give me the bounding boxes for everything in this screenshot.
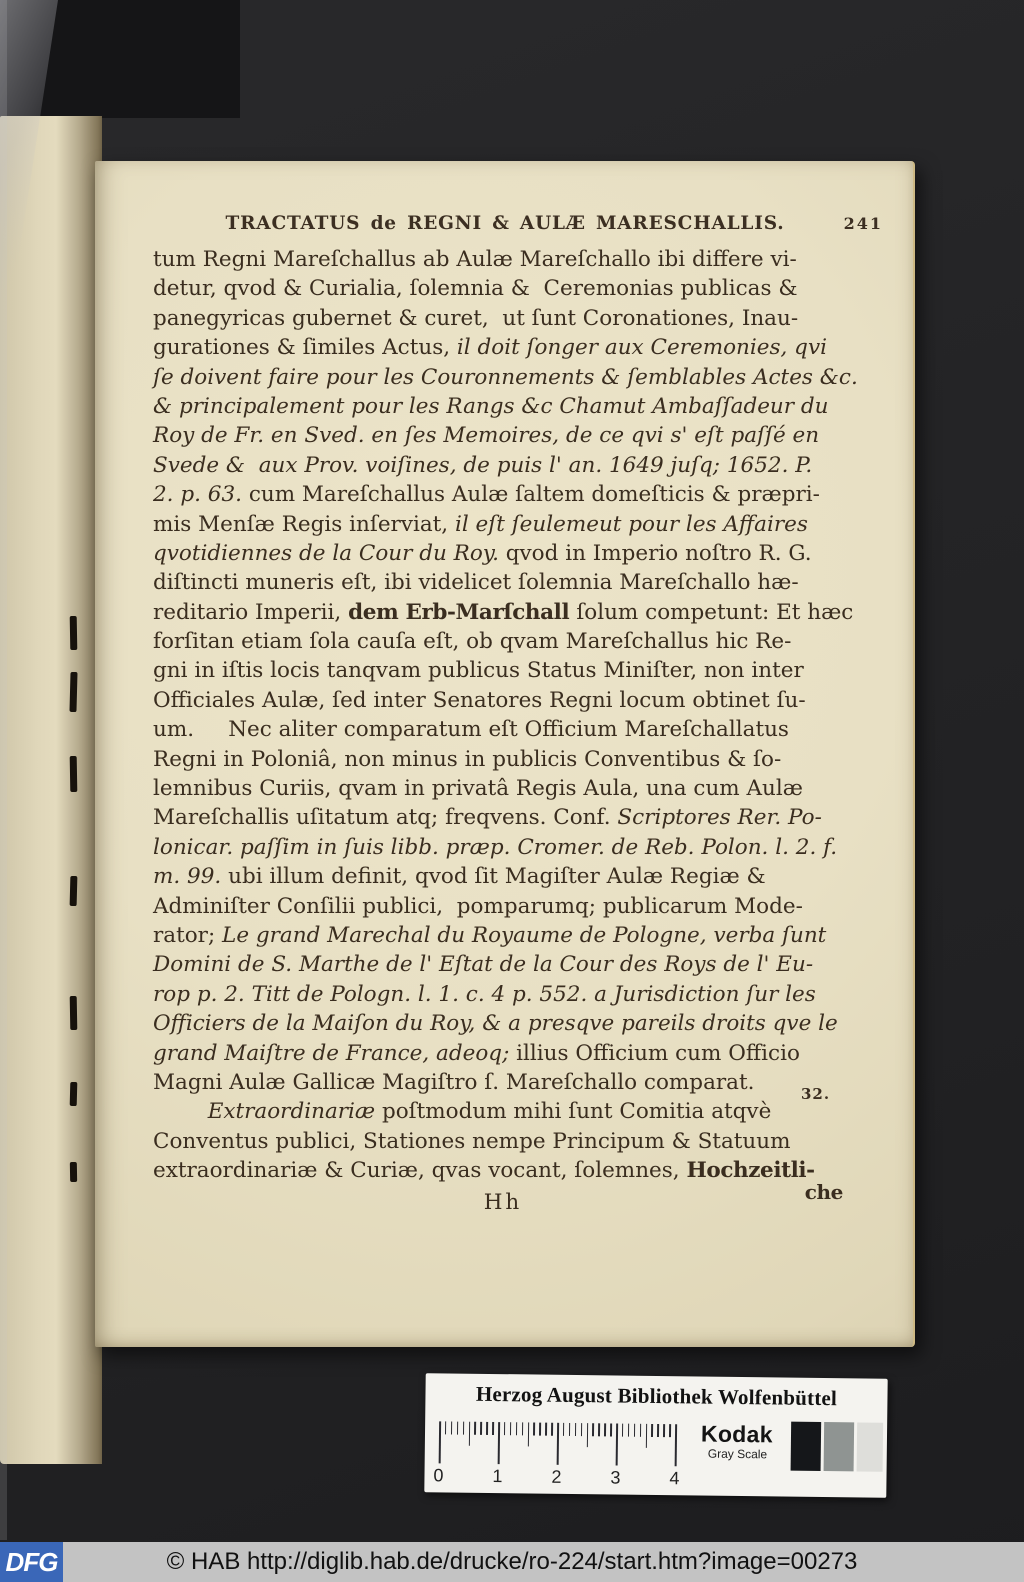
text-segment: grand Maiſtre de France, adeoq; xyxy=(153,1040,517,1066)
text-line xyxy=(153,656,853,685)
ruler-tick xyxy=(510,1422,512,1435)
text-segment: rop p. 2. Titt de Pologn. l. 1. c. 4 p. 552. a Jurisdiction ſur les xyxy=(153,981,816,1007)
ruler-tick xyxy=(439,1421,441,1463)
gray-scale-label: Gray Scale xyxy=(707,1446,768,1462)
ruler-tick xyxy=(651,1424,653,1437)
text-segment: Hochzeitli- xyxy=(686,1158,815,1184)
page-number: 241 xyxy=(843,214,883,233)
text-segment: & principalement pour les Rangs &c Chamut Ambaſſadeur du xyxy=(153,393,829,419)
ruler-tick xyxy=(463,1422,465,1435)
text-segment: mis Menſæ Regis inſerviat, xyxy=(153,511,455,537)
text-line xyxy=(153,598,853,627)
ruler-tick xyxy=(451,1421,453,1434)
binding-stitch xyxy=(70,876,78,906)
running-header-title: TRACTATUS de REGNI & AULÆ MARESCHALLIS. xyxy=(225,213,785,234)
catchword: che xyxy=(804,1179,843,1204)
text-line xyxy=(153,921,853,950)
ruler-tick xyxy=(569,1423,571,1436)
text-segment: rator; xyxy=(153,922,223,948)
text-line xyxy=(153,333,853,362)
text-segment: Svede & aux Prov. voiſines, de puis l' an. 1649 juſq; 1652. P. xyxy=(153,452,813,478)
text-segment: Mareſchallis uſitatum atq; freqvens. Conf. xyxy=(153,805,618,831)
binding-stitch xyxy=(70,1082,78,1106)
text-segment: Regni in Poloniâ, non minus in publicis Conventibus & ſo- xyxy=(153,746,782,772)
text-segment: illius Officium cum Officio xyxy=(516,1040,800,1066)
text-segment: dem Erb-Marſchall xyxy=(348,599,577,625)
ruler-tick xyxy=(669,1424,671,1437)
page-text-block xyxy=(153,245,858,1224)
ruler-tick xyxy=(498,1422,500,1464)
text-line xyxy=(153,304,853,333)
text-line xyxy=(153,980,853,1009)
text-segment: Adminiſter Conſilii publici, pomparumq; publicarum Mode- xyxy=(153,893,803,919)
ruler-tick xyxy=(634,1424,636,1437)
ruler-tick xyxy=(480,1422,482,1435)
text-segment: ubi illum definit, qvod ſit Magiſter Aulæ Regiæ & xyxy=(228,864,766,890)
text-segment: gurationes & ſimiles Actus, xyxy=(153,335,457,361)
quire-signature: Hh xyxy=(483,1189,523,1215)
text-line xyxy=(153,480,853,509)
ruler-tick xyxy=(675,1424,677,1466)
ruler-tick xyxy=(533,1423,535,1436)
ruler-scale-number: 0 xyxy=(433,1465,444,1486)
text-segment: m. 99. xyxy=(153,864,229,890)
book-gutter xyxy=(0,116,102,1464)
text-segment: detur, qvod & Curialia, ſolemnia & Ceremonias publicas & xyxy=(153,276,798,302)
ruler-tick xyxy=(522,1422,524,1435)
scanned-page xyxy=(95,161,915,1347)
ruler-tick xyxy=(457,1422,459,1435)
ruler-tick xyxy=(492,1422,494,1435)
ruler-scale-number: 2 xyxy=(551,1466,562,1487)
ruler-tick xyxy=(628,1424,630,1437)
text-line xyxy=(153,510,853,539)
ruler-tick xyxy=(557,1423,559,1465)
text-line xyxy=(153,421,853,450)
text-segment: Officiers de la Maiſon du Roy, & a presqve pareils droits qve le xyxy=(153,1011,838,1037)
running-header xyxy=(155,213,883,234)
ruler-scale-labels xyxy=(433,1465,688,1489)
text-line xyxy=(153,363,858,392)
library-name: Herzog August Bibliothek Wolfenbüttel xyxy=(475,1381,838,1411)
binding-stitch xyxy=(70,756,78,792)
film-edge-strip xyxy=(0,0,7,1540)
ruler-tick xyxy=(622,1424,624,1437)
binding-stitch xyxy=(70,616,78,650)
ruler-tick xyxy=(592,1423,594,1436)
ruler-tick xyxy=(445,1421,447,1434)
text-line xyxy=(153,274,853,303)
text-line xyxy=(153,715,853,744)
text-line xyxy=(153,862,853,891)
ruler-scale-number: 3 xyxy=(610,1467,621,1488)
ruler-tick xyxy=(581,1423,583,1436)
text-line xyxy=(153,451,853,480)
text-line xyxy=(153,392,853,421)
ruler-tick xyxy=(527,1422,529,1446)
ruler-tick xyxy=(640,1424,642,1437)
dfg-logo: DFG xyxy=(0,1542,63,1582)
ruler-tick xyxy=(539,1423,541,1436)
text-segment: Extraordinariæ xyxy=(207,1099,382,1125)
text-segment: poſtmodum mihi ſunt Comitia atqvè xyxy=(381,1099,772,1125)
text-segment: Scriptores Rer. Po- xyxy=(617,805,822,831)
ruler-scale-number: 4 xyxy=(669,1468,680,1489)
text-segment: um. Nec aliter comparatum eſt Officium Mareſchallatus xyxy=(153,717,789,743)
binding-stitch xyxy=(69,672,77,712)
text-line xyxy=(153,1039,853,1068)
text-segment: lemnibus Curiis, qvam in privatâ Regis Aula, una cum Aulæ xyxy=(153,776,803,802)
text-line xyxy=(153,774,853,803)
ruler-tick xyxy=(657,1424,659,1437)
text-segment: Conventus publici, Stationes nempe Principum & Statuum xyxy=(153,1128,791,1154)
ruler-tick xyxy=(516,1422,518,1435)
ruler-tick xyxy=(610,1423,612,1436)
ruler-tick xyxy=(598,1423,600,1436)
text-segment: Domini de S. Marthe de l' Eſtat de la Cour des Roys de l' Eu- xyxy=(153,952,814,978)
ruler-tick xyxy=(545,1423,547,1436)
text-segment: panegyricas gubernet & curet, ut ſunt Coronationes, Inau- xyxy=(153,305,799,331)
text-segment xyxy=(153,1099,208,1124)
library-ruler-card xyxy=(424,1373,887,1498)
ruler-tick xyxy=(474,1422,476,1435)
text-line xyxy=(153,950,853,979)
gray-scale-patch-gray xyxy=(824,1422,855,1471)
text-line xyxy=(153,686,853,715)
margin-note: 32. xyxy=(801,1085,831,1103)
text-segment: tum Regni Mareſchallus ab Aulæ Mareſchallo ibi differe vi- xyxy=(153,247,797,272)
text-line xyxy=(153,1009,853,1038)
text-segment: diſtincti muneris eſt, ibi videlicet ſolemnia Mareſchallo hæ- xyxy=(153,570,799,596)
text-line xyxy=(153,833,853,862)
ruler-tick xyxy=(616,1424,618,1466)
ruler-ticks xyxy=(439,1421,690,1470)
ruler-tick xyxy=(645,1424,647,1448)
text-segment: Roy de Fr. en Sved. en ſes Memoires, de ce qvi s' eſt paſſé en xyxy=(153,423,820,449)
text-segment: lonicar. paſſim in ſuis libb. præp. Cromer. de Reb. Polon. l. 2. f. xyxy=(153,834,838,860)
credit-bar xyxy=(0,1542,1024,1582)
ruler-tick xyxy=(551,1423,553,1436)
text-line xyxy=(153,245,853,274)
text-segment: extraordinariæ & Curiæ, qvas vocant, ſolemnes, xyxy=(153,1158,687,1184)
text-segment: ſe doivent faire pour les Couronnements & ſemblables Actes &c. xyxy=(153,364,858,390)
text-segment: gni in iſtis locis tanqvam publicus Status Miniſter, non inter xyxy=(153,658,804,684)
text-segment: 2. p. 63. xyxy=(153,482,249,508)
ruler-scale-number: 1 xyxy=(492,1466,503,1487)
ruler-tick xyxy=(486,1422,488,1435)
text-segment: reditario Imperii, xyxy=(153,599,349,625)
text-line xyxy=(153,1068,853,1097)
ruler-tick xyxy=(504,1422,506,1435)
text-segment: qvotidiennes de la Cour du Roy. xyxy=(153,540,506,566)
text-line xyxy=(153,745,853,774)
ruler-tick xyxy=(575,1423,577,1436)
text-segment: cum Mareſchallus Aulæ ſaltem domeſticis & præpri- xyxy=(248,482,820,508)
credit-text: © HAB http://diglib.hab.de/drucke/ro-224/start.htm?image=00273 xyxy=(166,1548,858,1575)
ruler-tick xyxy=(468,1422,470,1446)
text-segment: il eſt ſeulemeut pour les Affaires xyxy=(454,511,808,537)
text-line xyxy=(153,568,853,597)
signature-row xyxy=(153,1179,853,1224)
text-segment: Le grand Marechal du Royaume de Pologne, verba ſunt xyxy=(222,922,827,948)
text-line xyxy=(153,539,853,568)
binding-stitch xyxy=(70,996,78,1030)
gray-scale-patch-light xyxy=(857,1422,884,1471)
text-segment: forſitan etiam ſola cauſa eſt, ob qvam Mareſchallus hic Re- xyxy=(153,629,792,655)
text-line xyxy=(153,627,853,656)
text-segment: il doit ſonger aux Ceremonies, qvi xyxy=(456,335,827,361)
text-segment: Officiales Aulæ, ſed inter Senatores Regni locum obtinet ſu- xyxy=(153,687,806,713)
kodak-brand: Kodak xyxy=(700,1420,773,1448)
binding-stitch xyxy=(70,1162,77,1182)
text-segment: qvod in Imperio noſtro R. G. xyxy=(505,540,812,566)
ruler-tick xyxy=(663,1424,665,1437)
text-line xyxy=(153,803,853,832)
gray-scale-patch-black xyxy=(791,1422,822,1471)
ruler-tick xyxy=(563,1423,565,1436)
text-line xyxy=(153,892,853,921)
text-line xyxy=(153,1097,853,1126)
text-line xyxy=(153,1127,853,1156)
text-line xyxy=(153,1156,853,1185)
text-segment: Magni Aulæ Gallicæ Magiſtro ſ. Mareſchallo comparat. xyxy=(153,1069,755,1095)
ruler-tick xyxy=(586,1423,588,1447)
ruler-tick xyxy=(604,1423,606,1436)
text-segment: ſolum competunt: Et hæc xyxy=(576,599,854,625)
